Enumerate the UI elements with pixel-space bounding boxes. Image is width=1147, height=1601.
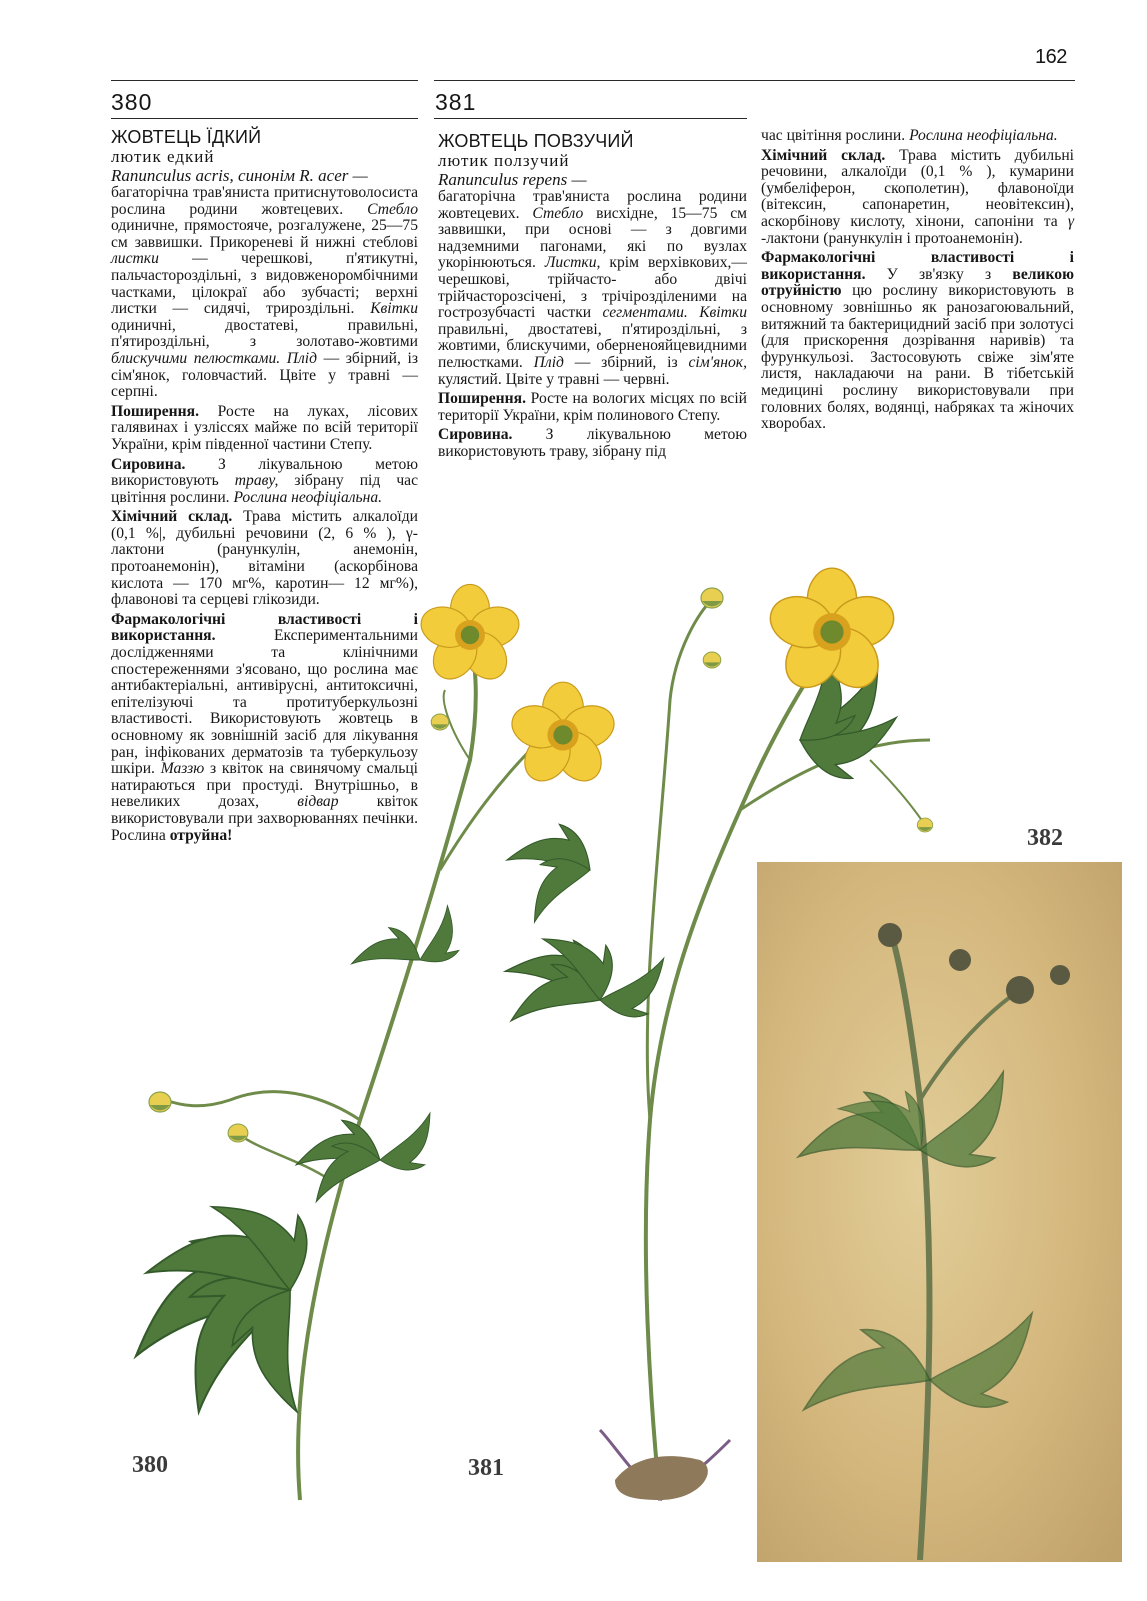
latin-name: Ranunculus repens — <box>438 170 587 189</box>
latin-name: Ranunculus acris, синонім R. acer — <box>111 166 368 185</box>
paragraph: Сировина. З лікувальною метою використовують траву, зібрану під час цвітіння рослини. Рослина неофіціальна. <box>111 455 419 506</box>
paragraph: багаторічна трав'яниста рослина родини жовтецевих. Стебло висхідне, 15—75 см заввишки, при основі — з довгими надземними пагонами, які по вузлах укорінюються. Листки, крім верхівкових,— черешкові, трійчасто- або двічі трійчасторозсічені, з трічірозділеними на гострозубчасті частки сегментами. Квітки правильні, двостатеві, п'ятироздільні, з жовтими, блискучими, оберненояйцевидними пелюстками. Плід — збірний, із сім'янок, кулястий. Цвіте у травні — червні. <box>438 188 747 388</box>
section-number-380: 380 <box>111 89 153 115</box>
russian-name: лютик ползучий <box>438 151 570 170</box>
paragraph: Хімічний склад. Трава містить дубильні речовини, алкалоїди (0,1 % ), кумарини (умбеліферон, скополетин), флавоноїди (вітексин, сапонаретин, неовітексин), аскорбінову кислоту, хінони, сапоніни та γ -лактони (ранункулін і протоанемонін). <box>761 146 1074 247</box>
paragraph: Хімічний склад. Трава містить алкалоїди (0,1 %|, дубильні речовини (2, 6 % ), γ-лактони (ранункулін, анемонін, протоанемонін), вітаміни (аскорбінова кислота — 170 мг%, каротин— 12 мг%), флавонові та серцеві глікозиди. <box>111 508 418 609</box>
paragraph: Фармакологічні властивості і використання. Експериментальними дослідженнями та клінічними спостереженнями з'ясовано, що рослина має антибактеріальні, антивірусні, антитоксичні, епітелізуючі та протитуберкульозні властивості. Використовують жовтець в основному як зовнішній засіб для лікування ран, інфікованих дерматозів та туберкульозу шкіри. Маззю з квіток на свинячому смальці натираються при простуді. Внутрішньо, в невеликих дозах, відвар квіток використовували при захворюваннях печінки. Рослина отруйна! <box>111 610 418 844</box>
figure-number-380: 380 <box>132 1452 168 1478</box>
page-number: 162 <box>1035 46 1067 68</box>
paragraph: час цвітіння рослини. Рослина неофіціальна. <box>761 127 1058 144</box>
section-number-381: 381 <box>435 89 477 115</box>
article-title: ЖОВТЕЦЬ ПОВЗУЧИЙ <box>438 131 634 151</box>
paragraph: Поширення. Росте на луках, лісових галявинах і узліссях майже по всій території України, крім південної частини Степу. <box>111 402 418 453</box>
paragraph: Поширення. Росте на вологих місцях по всій території України, крім полинового Степу. <box>438 390 747 424</box>
paragraph: Сировина. З лікувальною метою використовують траву, зібрану під <box>438 426 747 460</box>
figure-380-plant <box>136 584 620 1500</box>
paragraph: багаторічна трав'яниста притиснутоволосиста рослина родини жовтецевих. Стебло одиничне, прямостояче, розгалужене, 25—75 см заввишки. Прикореневі й нижні стеблові листки — черешкові, п'ятикутні, пальчастороздільні, з видовженоромбічними частками, цілокраї або зубчасті; верхні листки — сидячі, трироздільні. Квітки одиничні, двостатеві, правильні, п'ятироздільні, з золотаво-жовтими блискучими пелюстками. Плід — збірний, із сім'янок, головчастий. Цвіте у травні — серпні. <box>111 184 418 401</box>
figure-number-381: 381 <box>468 1455 504 1481</box>
figure-382-photo <box>757 862 1122 1562</box>
article-title: ЖОВТЕЦЬ ЇДКИЙ <box>111 127 262 147</box>
russian-name: лютик едкий <box>111 147 215 166</box>
paragraph: Фармакологічні властивості і використання. У зв'язку з великою отруйністю цю рослину використовують в основному зовнішньо як ранозагоювальний, витяжний та бактерицидний засіб при золотусі (для прискорення дозрівання наривів) та фурункульозі. Застосовують свіже зім'яте листя, накладаючи на рани. В тібетській медицині рослину використовували при головних болях, водянці, набряках та жіночих хворобах. <box>761 249 1074 433</box>
figure-number-382: 382 <box>1027 825 1063 851</box>
